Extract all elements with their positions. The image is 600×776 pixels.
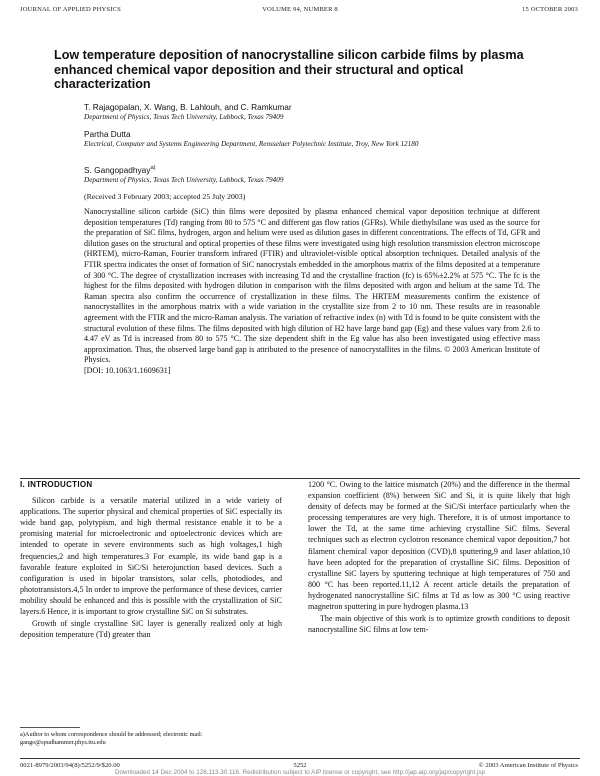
abstract-text: Nanocrystalline silicon carbide (SiC) thin films were deposited by plasma enhanced chemical vapor deposition technique at different deposition temperatures (Td) ranging from 80 to 575 °C and different gas flow ratios (GFRs). While diethylsilane was used as the source for the preparation of SiC films, hydrogen, argon and helium were used as dilution gases in different concentrations. The effects of Td, GFR and dilution gases on the structural and optical properties of these films were investigated using high resolution transmission electron microscope (HRTEM), micro-Raman, Fourier transform infrared (FTIR) and ultraviolet-visible optical absorption techniques. Detailed analysis of the FTIR spectra indicates the onset of formation of SiC nanocrystals embedded in the amorphous matrix of the films deposited at a temperature of 300 °C. The degree of crystallization increases with increasing Td and the crystalline fraction (fc) is 65%±2.2% at 575 °C. The fc is the highest for the films deposited with hydrogen dilution in comparison with the films deposited with argon and helium at the same Td. The Raman spectra also confirm the occurrence of crystallization in these films. The HRTEM measurements confirm the existence of nanocrystallites in the amorphous matrix with a wide variation in the crystallite size from 2 to 10 nm. These results are in reasonable agreement with the FTIR and the micro-Raman analysis. The variation of refractive index (n) with Td is found to be quite consistent with the structural evolution of these films. The films deposited with high dilution of H2 have large band gap (Eg) and these values vary from 2.6 to 4.47 eV as Td is increased from 80 to 575 °C. The size dependent shift in the Eg value has also been investigated using effective mass approximation. Thus, the observed large band gap is attributed to the presence of nanocrystallites in the films. © 2003 American Institute of Physics. xyxy=(84,207,540,365)
author-affiliation: Department of Physics, Texas Tech University, Lubbock, Texas 79409 xyxy=(84,176,284,184)
author-affiliation: Department of Physics, Texas Tech University, Lubbock, Texas 79409 xyxy=(84,113,284,121)
author-names: T. Rajagopalan, X. Wang, B. Lahlouh, and C. Ramkumar xyxy=(84,102,292,112)
paragraph: The main objective of this work is to optimize growth conditions to deposit nanocrystalline SiC films at low tem- xyxy=(308,614,570,635)
footer-copyright: © 2003 American Institute of Physics xyxy=(478,762,578,769)
author-note-mark: a) xyxy=(150,165,156,172)
footnote: a)Author to whom correspondence should be addressed; electronic mail: gango@spudhammer.phys.ttu.edu xyxy=(20,731,203,746)
author-name: S. Gangopadhyay xyxy=(84,165,151,175)
author-block-3 xyxy=(84,165,524,186)
section-heading: I. INTRODUCTION xyxy=(20,480,93,489)
footer-code: 0021-8979/2003/94(8)/5252/9/$20.00 xyxy=(20,762,120,769)
paper-title: Low temperature deposition of nanocrystalline silicon carbide films by plasma enhanced chemical vapor deposition and their structural and optical characterization xyxy=(54,48,524,92)
paragraph: 1200 °C. Owing to the lattice mismatch (20%) and the difference in the thermal expansion coefficient (8%) between SiC and Si, it is quite likely that high density of defects may be formed at the SiC/Si interface particularly when the processing temperatures are very high. Therefore, it is of utmost importance to lower the Td, at the same time achieving crystalline SiC films. Several techniques such as electron cyclotron resonance chemical vapor deposition,7 hot filament chemical vapor deposition (CVD),8 sputtering,9 and laser ablation,10 have been adopted for the preparation of crystalline SiC films. Deposition of crystalline SiC layers by sputtering technique at high temperatures of 750 and 800 °C has been reported.11,12 A recent article details the preparation of hydrogenated nanocrystalline SiC films at Td as low as 300 °C using reactive magnetron sputtering in pure hydrogen plasma.13 xyxy=(308,480,570,612)
author-names: Partha Dutta xyxy=(84,129,131,139)
volume-number: VOLUME 94, NUMBER 8 xyxy=(262,6,338,13)
author-block-1 xyxy=(84,102,524,123)
author-names xyxy=(84,165,524,176)
footer-divider xyxy=(20,758,580,759)
journal-name: JOURNAL OF APPLIED PHYSICS xyxy=(20,6,121,13)
right-column xyxy=(308,479,570,636)
author-block-2 xyxy=(84,129,524,150)
download-notice: Downloaded 14 Dec 2004 to 128.113.30.116. Redistribution subject to AIP license or copyright, see http://jap.aip.org/jap/copyright.jsp xyxy=(115,769,485,776)
abstract xyxy=(84,207,540,377)
author-affiliation: Electrical, Computer and Systems Engineering Department, Rensselaer Polytechnic Institute, Troy, New York 12180 xyxy=(84,140,419,148)
paragraph: Growth of single crystalline SiC layer is generally realized only at high deposition temperature (Td) greater than xyxy=(20,619,282,640)
page-number: 5252 xyxy=(293,762,307,769)
issue-date: 15 OCTOBER 2003 xyxy=(522,6,578,13)
received-dates: (Received 3 February 2003; accepted 25 July 2003) xyxy=(84,192,246,201)
footnote-divider xyxy=(20,727,80,728)
left-column xyxy=(20,479,282,641)
paragraph: Silicon carbide is a versatile material utilized in a wide variety of applications. The superior physical and chemical properties of SiC especially its wide band gap, polytypism, and high thermal resistance enable it to be a promising material for microelectronic and optoelectronic devices which are intended to operate in severe environments such as high voltages,1 high frequencies,2 and high temperatures.3 For example, its wide band gap is a favorable feature exploited in SiC/Si heterojunction based devices. Such a configuration is used in bipolar transistors, solar cells, photodiodes, and phototransistors.4,5 In order to improve the performance of these devices, carrier mobility should be enhanced and this is possible with the crystallization of SiC layers.6 Hence, it is important to grow crystalline SiC on Si substrates. xyxy=(20,496,282,617)
doi-link[interactable]: [DOI: 10.1063/1.1609631] xyxy=(84,365,171,375)
